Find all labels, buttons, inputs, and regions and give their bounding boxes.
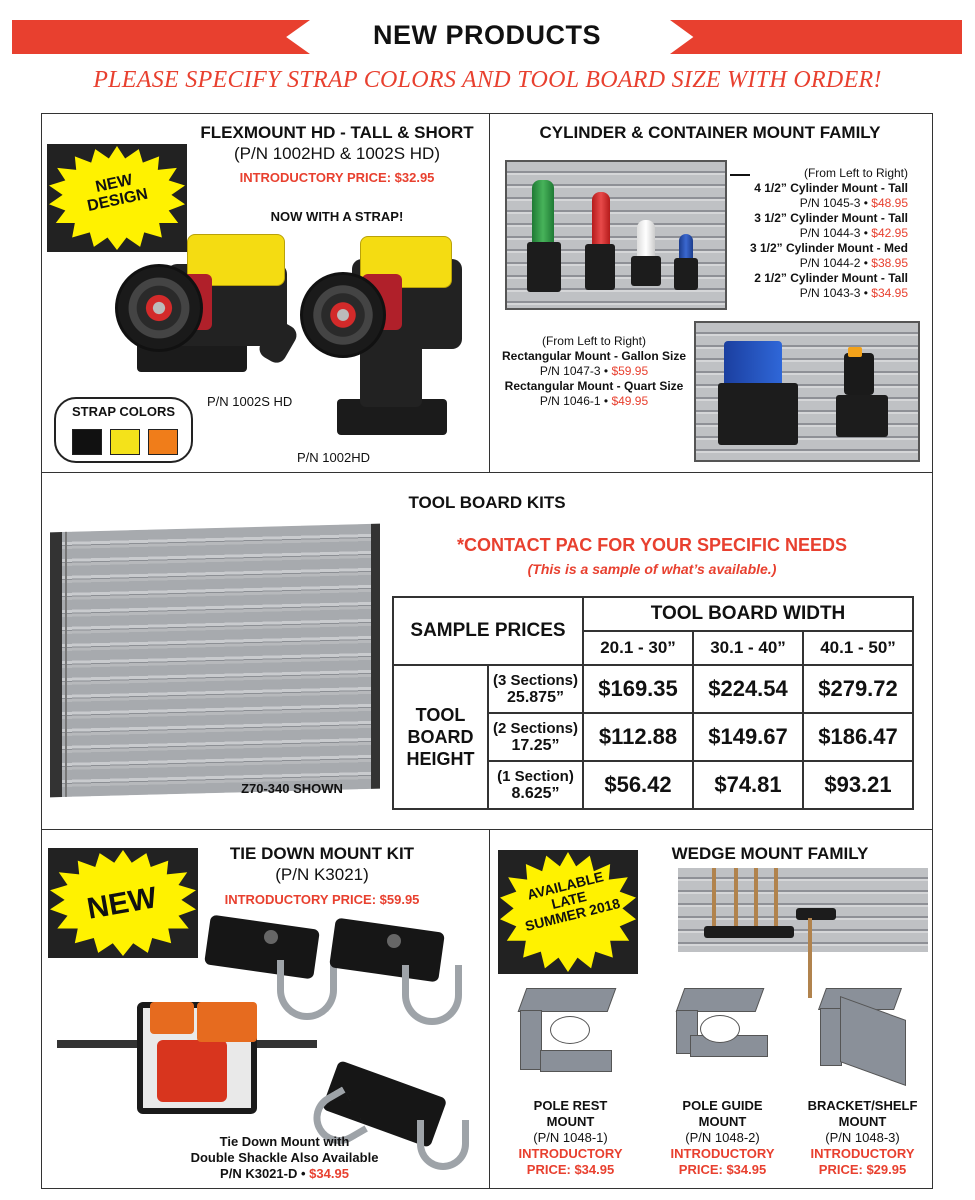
price-table	[392, 596, 914, 810]
tiedown-pn: (P/N K3021)	[275, 865, 369, 884]
cylinder-item-name: 3 1/2” Cylinder Mount - Med	[749, 241, 908, 255]
tiedown-panel	[41, 829, 490, 1189]
cylinder-panel	[489, 113, 933, 473]
wedge-item-name: MOUNT	[838, 1114, 887, 1129]
rect-item-name: Rectangular Mount - Quart Size	[504, 379, 684, 393]
strap-colors-title: STRAP COLORS	[71, 404, 176, 419]
width-col: 30.1 - 40”	[693, 631, 803, 665]
flexmount-panel	[41, 113, 490, 473]
price-cell: $149.67	[693, 713, 803, 761]
flexmount-short-label: P/N 1002S HD	[207, 394, 293, 409]
cylinder-mounts-photo	[505, 160, 727, 310]
order-instruction: PLEASE SPECIFY STRAP COLORS AND TOOL BOARD SIZE WITH ORDER!	[93, 67, 882, 93]
cylinder-item-pn-price: P/N 1044-2 • $38.95	[799, 256, 908, 270]
height-row-label: (1 Section) 8.625”	[488, 761, 583, 809]
toolboard-panel	[41, 472, 933, 830]
rect-item-pn-price: P/N 1047-3 • $59.95	[539, 364, 649, 378]
strap-swatch-yellow	[110, 429, 140, 455]
wedge-item-price: PRICE: $34.95	[526, 1162, 615, 1177]
contact-note: *CONTACT PAC FOR YOUR SPECIFIC NEEDS	[456, 535, 848, 555]
wedge-item-price: PRICE: $29.95	[818, 1162, 907, 1177]
price-cell: $224.54	[693, 665, 803, 713]
wedge-item-intro: INTRODUCTORY	[518, 1146, 623, 1161]
toolboard-image	[50, 524, 380, 798]
wedge-item-pn: (P/N 1048-1)	[533, 1130, 608, 1145]
wedge-item-name: BRACKET/SHELF	[807, 1098, 918, 1113]
height-label	[393, 665, 488, 809]
cylinder-item-pn-price: P/N 1043-3 • $34.95	[799, 286, 908, 300]
width-header: TOOL BOARD WIDTH	[583, 597, 913, 631]
cylinder-title: CYLINDER & CONTAINER MOUNT FAMILY	[539, 123, 881, 142]
wedge-item	[650, 1098, 795, 1178]
wedge-item	[498, 1098, 643, 1178]
price-cell: $93.21	[803, 761, 913, 809]
flexmount-title: FLEXMOUNT HD - TALL & SHORT	[200, 123, 474, 142]
sample-note: (This is a sample of what’s available.)	[527, 561, 777, 577]
price-cell: $56.42	[583, 761, 693, 809]
rect-item-name: Rectangular Mount - Gallon Size	[501, 349, 686, 363]
new-badge: NEW	[84, 881, 160, 926]
height-row-label: (2 Sections) 17.25”	[488, 713, 583, 761]
cylinder-item-name: 2 1/2” Cylinder Mount - Tall	[754, 271, 908, 285]
price-cell: $112.88	[583, 713, 693, 761]
rect-list-heading: (From Left to Right)	[541, 334, 647, 348]
price-table-corner: SAMPLE PRICES	[393, 597, 583, 665]
price-cell: $279.72	[803, 665, 913, 713]
flexmount-pn: (P/N 1002HD & 1002S HD)	[234, 144, 440, 163]
wedge-item-intro: INTRODUCTORY	[670, 1146, 775, 1161]
tiedown-title: TIE DOWN MOUNT KIT	[229, 844, 415, 863]
wedge-item-pn: (P/N 1048-3)	[825, 1130, 900, 1145]
price-cell: $169.35	[583, 665, 693, 713]
double-shackle-caption: Tie Down Mount with Double Shackle Also Available P/N K3021-D • $34.95	[190, 1134, 379, 1181]
price-cell: $186.47	[803, 713, 913, 761]
wedge-wall-photo	[678, 868, 928, 952]
wedge-item-price: PRICE: $34.95	[678, 1162, 767, 1177]
wedge-item-intro: INTRODUCTORY	[810, 1146, 915, 1161]
height-label-word: HEIGHT	[406, 749, 475, 769]
wedge-item-pn: (P/N 1048-2)	[685, 1130, 760, 1145]
price-cell: $74.81	[693, 761, 803, 809]
page-title: NEW PRODUCTS	[373, 20, 601, 50]
wedge-item-name: POLE REST	[533, 1098, 608, 1113]
rect-list	[496, 334, 692, 409]
width-col: 20.1 - 30”	[583, 631, 693, 665]
new-design-badge: NEW DESIGN	[85, 171, 150, 215]
availability-badge: AVAILABLE LATE SUMMER 2018	[523, 868, 622, 935]
cylinder-item-name: 3 1/2” Cylinder Mount - Tall	[754, 211, 908, 225]
header-banner	[12, 18, 962, 56]
cylinder-item-pn-price: P/N 1045-3 • $48.95	[799, 196, 908, 210]
strap-swatch-orange	[148, 429, 178, 455]
height-row-label: (3 Sections) 25.875”	[488, 665, 583, 713]
wedge-item-name: MOUNT	[546, 1114, 595, 1129]
flexmount-price: INTRODUCTORY PRICE: $32.95	[239, 170, 435, 185]
wedge-title: WEDGE MOUNT FAMILY	[671, 844, 869, 863]
height-label-word: BOARD	[407, 727, 474, 747]
flexmount-tall-label: P/N 1002HD	[297, 450, 370, 465]
strap-note: NOW WITH A STRAP!	[270, 209, 404, 224]
wedge-item-name: MOUNT	[698, 1114, 747, 1129]
wedge-item	[790, 1098, 933, 1178]
cylinder-list	[718, 166, 908, 301]
rect-item-pn-price: P/N 1046-1 • $49.95	[539, 394, 649, 408]
container-mounts-photo	[694, 321, 920, 462]
cylinder-item-name: 4 1/2” Cylinder Mount - Tall	[754, 181, 908, 195]
cylinder-item-pn-price: P/N 1044-3 • $42.95	[799, 226, 908, 240]
toolboard-shown-label: Z70-340 SHOWN	[241, 781, 343, 796]
tiedown-price: INTRODUCTORY PRICE: $59.95	[224, 892, 420, 907]
strap-swatch-black	[72, 429, 102, 455]
wedge-panel	[489, 829, 933, 1189]
toolboard-title: TOOL BOARD KITS	[408, 493, 566, 512]
wedge-item-name: POLE GUIDE	[682, 1098, 763, 1113]
height-label-word: TOOL	[415, 705, 466, 725]
cyl-list-heading: (From Left to Right)	[803, 166, 908, 180]
width-col: 40.1 - 50”	[803, 631, 913, 665]
strap-colors-box	[54, 397, 193, 463]
